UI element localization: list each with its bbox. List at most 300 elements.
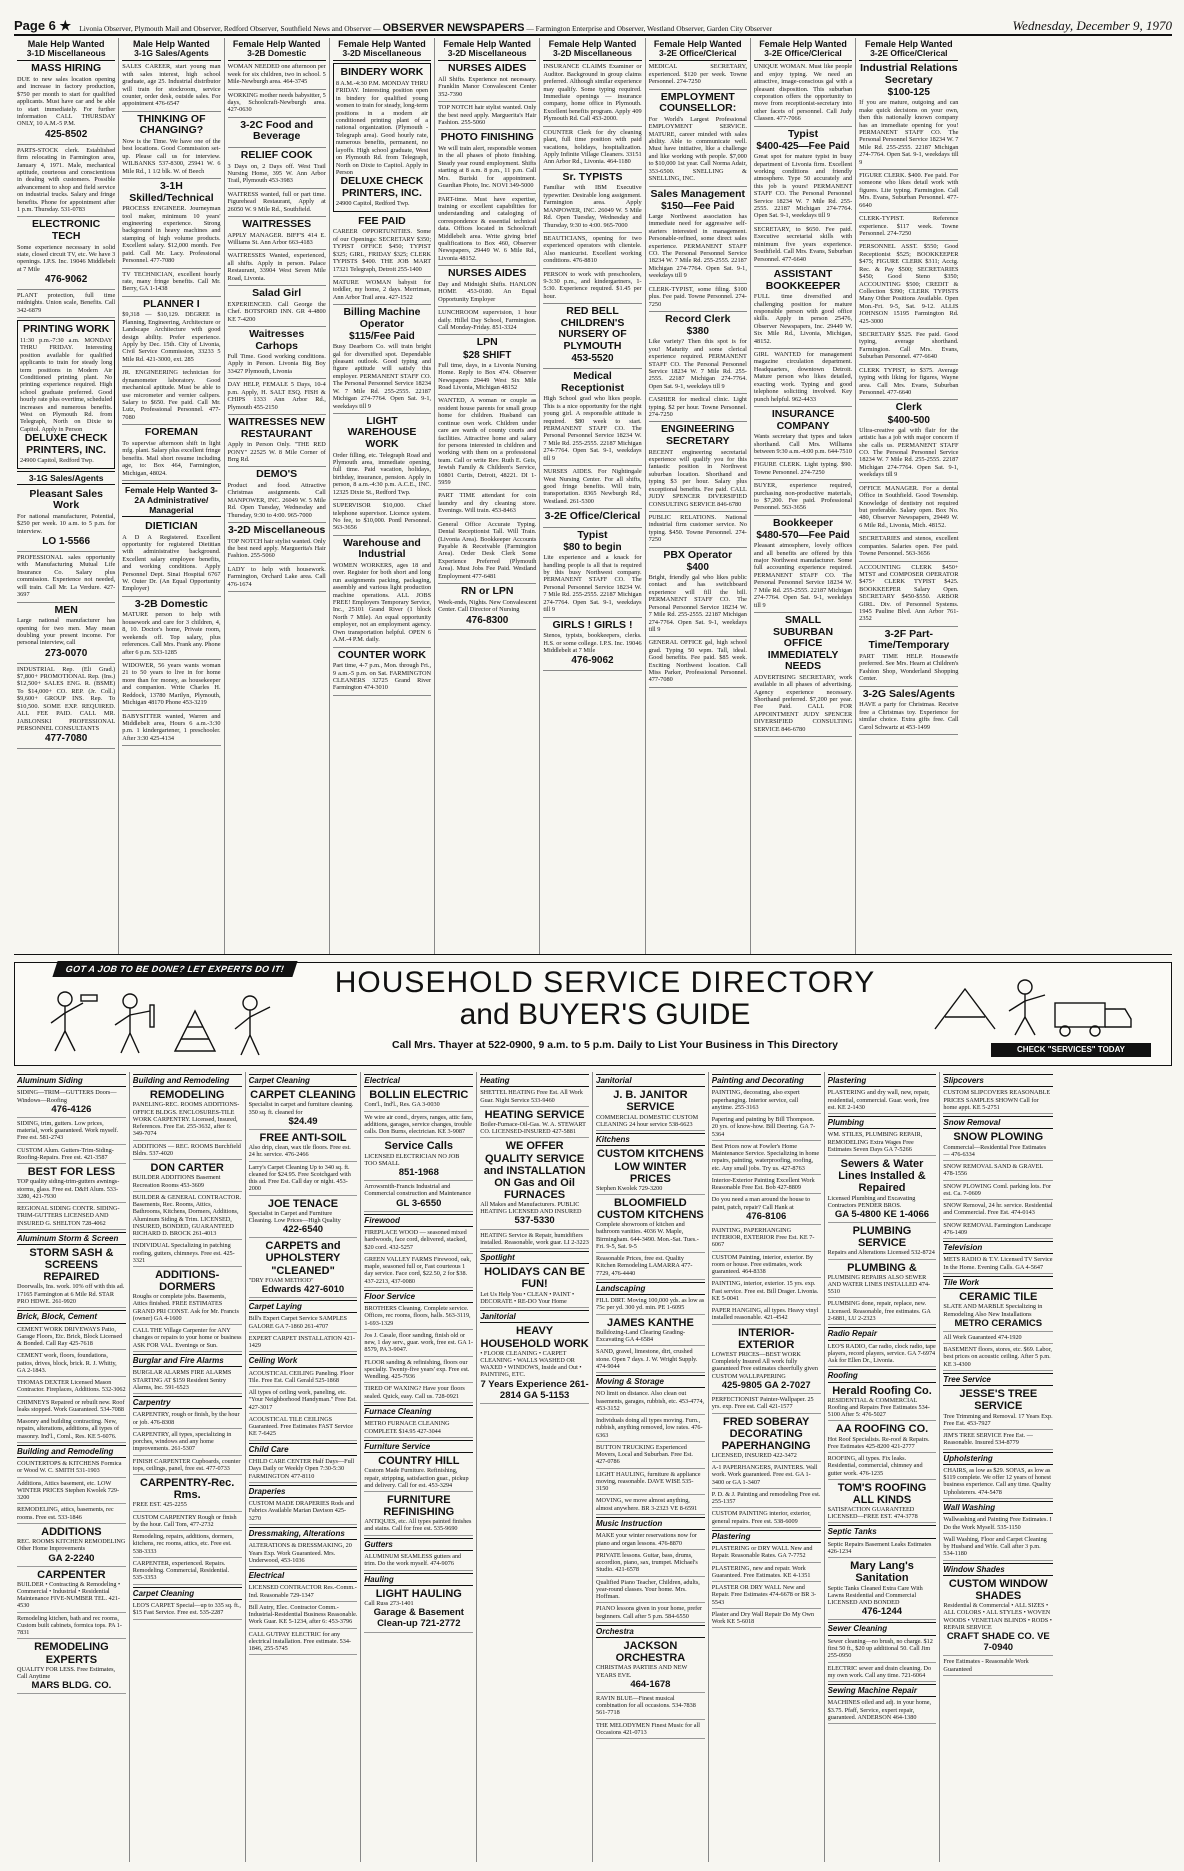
ad-title: Salad Girl <box>252 287 302 300</box>
classified-ad <box>543 269 641 305</box>
ad-body: JR. ENGINEERING technician for dynamometer laboratory. Good mechanical aptitude. Must be able to use micrometer and vernier calipers. Salary to $650. Fee paid. Call Mr. Lutz, Professional Personnel. 477-7080 <box>122 369 221 421</box>
ad-title: Industrial Relations Secretary <box>860 62 958 86</box>
classified-column <box>540 38 645 954</box>
listing-details: SHETTEL HEATING Free Est. All Work Guar. Night Service 533-9460 <box>480 1089 583 1104</box>
ad-body: Large Northwest association has immediate need for aggressive self-starters interested in management. Personable-refined, some direct sales experience. PERMANENT STAFF CO. The Personal Personnel Service 18234 W. 7 Mile Rd. 255-2555. 22187 Michigan 274-7764. Open Sat. 9-1, weekdays till 9 <box>648 212 747 280</box>
classified-ad <box>754 267 852 349</box>
ad-body: WORKING mother needs babysitter, 5 days, Schoolcraft-Newburgh area. 427-0630 <box>227 91 326 114</box>
ad-body: EXPERIENCED. Call George the Chef. BOTSFORD INN. GR 4-4800 KE 7-4200 <box>227 300 326 323</box>
directory-listing <box>712 1175 821 1195</box>
directory-listing <box>596 1495 705 1515</box>
ad-body: RECENT engineering secretarial experience will qualify you for this fantastic position in Northwest suburban location. Shorthand and typing $3 per hour. Salary plus exceptional benefits. Fee paid. CALL JUDY SPENCER DIVERSIFIED CONSULTING SERVICE 846-6780 <box>648 448 747 508</box>
ad-title: ENGINEERING SECRETARY <box>661 423 735 448</box>
ad-body: Stenos, typists, bookkeepers, clerks. H.S. or some college. I.P.S. Inc. 19046 Middlebelt at 7 Mile <box>543 632 642 654</box>
directory-listing <box>828 1558 937 1620</box>
listing-name: CARPET CLEANING <box>250 1089 356 1102</box>
listing-details: SNOW Removal, 24 hr. service. Residential and Commercial. Free Est. 474-0143 <box>943 1202 1053 1217</box>
ad-title: Typist <box>577 528 608 541</box>
classified-ad <box>754 613 852 737</box>
classified-ad <box>754 480 852 516</box>
listing-details: Do you need a man around the house to paint, patch, repair? Call Hank at <box>711 1196 811 1211</box>
ad-title: INSURANCE COMPANY <box>771 407 835 432</box>
ad-body: We will train alert, responsible women in the all phases of photo finishing. Steady year round employment. Shifts starting at 8 a.m. 8 p.m., 11 p.m. Call Mrs. Buriski for appointment. Guardian Photo, Inc. NOVI 349-5000 <box>438 144 537 190</box>
classified-ad <box>543 369 641 466</box>
directory-listing <box>480 1087 589 1107</box>
directory-listing <box>17 1567 126 1613</box>
classified-ad <box>122 711 220 747</box>
listing-details: MOVING, we move almost anything, almost anywhere. BR 3-2323 VE 8-6591 <box>596 1497 698 1512</box>
listing-phone: CRAFT SHADE CO. VE 7-0940 <box>946 1631 1050 1654</box>
classified-ad <box>438 307 536 335</box>
ad-body: Great spot for mature typist in busy department of Livonia firm. Excellent working conditions and friendly atmosphere. Type 50 accurately and this job is yours! PERMANENT STAFF CO. The Personal Personnel Service 18234 W. 7 Mile Rd. 255-2555. 22187 Michigan 274-7764. Open Sat. 9-1, weekdays till 9 <box>753 153 853 220</box>
listing-details: Com'l., Ind'l., Res. GA 3-0030 <box>364 1101 440 1109</box>
listing-name: Sewers & Water Lines Installed & Repaired <box>838 1158 926 1195</box>
listing-details: Let Us Help You • CLEAN • PAINT • DECORATE • RE-DO Your Home <box>480 1290 575 1305</box>
ad-body: All Shifts. Experience not necessary. Franklin Manor Convalescent Center 352-7390 <box>438 75 537 98</box>
classified-ad <box>859 627 958 687</box>
listing-details: PAPER HANGING, all types. Heavy vinyl installed reasonable. 421-4542 <box>711 1307 819 1322</box>
listing-details: INDIVIDUAL Specializing in patching roofing, gutters, chimneys. Free est. 425-3321 <box>132 1242 235 1264</box>
classified-ad <box>649 187 747 284</box>
directory-column <box>593 1072 709 1862</box>
classified-ad <box>17 552 115 603</box>
ad-body: PART TIME attendant for coin laundry and dry cleaning store. Evenings. Will train. 453-8463 <box>438 492 537 515</box>
directory-listing <box>943 1430 1053 1450</box>
ad-body: Pleasant atmosphere, lovely offices and all benefits are offered by this major Northwest manufacturer. Some full accounting experience required. PERMANENT STAFF CO. The Personal Personnel Service 18234 W. 7 Mile Rd. 255-2555. 22187 Michigan 274-7764. Open Sat. 9-1, weekdays till 9 <box>753 542 853 609</box>
ad-title: PBX Operator <box>663 548 733 561</box>
ad-body: 8 A.M.-4:30 P.M. MONDAY THRU FRIDAY. Interesting position open in bindery for qualified young women to train for steady, long-term positions in a modern air conditioned printing plant of a national organization. (Plymouth - Telegraph area). Good hourly rate, numerous benefits, permanent, no layoffs. High school graduate, West on Plymouth Rd. from Telegraph, North on Dixie to Capitol. Apply in Person <box>335 79 429 176</box>
ad-title: 3-2B Domestic <box>134 597 208 610</box>
listing-name: AA ROOFING CO. <box>835 1423 929 1436</box>
ad-title: MASS HIRING <box>31 62 102 75</box>
directory-listing <box>943 1129 1053 1161</box>
directory-contact-line: Call Mrs. Thayer at 522-0900, 9 a.m. to 5 p.m. Daily to List Your Business in This Directory <box>391 1039 838 1051</box>
listing-details: PANELING-REC. ROOMS ADDITIONS-OFFICE BLDGS. ENCLOSURES-TILE WORK CARPENTRY. Licensed, Insured, References. Free Est. 255-3632, after 6: 349-7074 <box>132 1101 240 1138</box>
ad-title: LIGHT WAREHOUSE WORK <box>347 414 417 451</box>
listing-details: BASEMENT floors, stores, etc. $69. Labor, best prices on acoustic ceiling. After 5 p.m. KE 3-4300 <box>943 1346 1052 1368</box>
classified-ad <box>228 564 326 592</box>
directory-category: Draperies <box>249 1485 358 1498</box>
directory-listing <box>480 1264 589 1308</box>
directory-listing <box>828 1341 937 1368</box>
classified-ad <box>859 213 958 241</box>
ad-title: GIRLS ! GIRLS ! <box>552 618 633 631</box>
ad-title: ASSISTANT BOOKKEEPER <box>765 267 841 292</box>
listing-details: Remodeling kitchen, bath and rec rooms, Custom built cabinets, formica tops. PA 1-7831 <box>17 1614 122 1637</box>
directory-listing <box>596 1295 705 1315</box>
listing-name: J. B. JANITOR SERVICE <box>613 1089 688 1114</box>
ad-body: OFFICE MANAGER. For a dental Office in Southfield. Good Township. Knowledge of dentistry not required but preferable. Salary open. Box No. 480, Observer Newspapers, 29449 W. 6 Mile Rd., Livonia, Mich. 48152. <box>859 484 959 529</box>
directory-subtitle: and BUYER'S GUIDE <box>459 998 751 1031</box>
classified-ad <box>228 118 326 148</box>
listing-details: LIGHT HAULING, furniture & appliance moving, reasonable. DAVE WISE 535-3150 <box>596 1470 701 1493</box>
directory-category: Sewing Machine Repair <box>828 1684 937 1697</box>
column-header-line: Female Help Wanted <box>653 39 742 49</box>
listing-phone: 476-4126 <box>51 1103 92 1115</box>
classified-ad <box>122 660 220 711</box>
classified-ad <box>649 90 747 187</box>
directory-listing <box>133 1087 242 1140</box>
listing-name: HEATING SERVICE <box>484 1108 585 1121</box>
classified-column <box>330 38 435 954</box>
directory-listing <box>828 1087 937 1114</box>
listing-details: CUSTOM Alum. Gutters-Trim-Siding-Roofing-Repairs. Free est. 421-3587 <box>17 1146 114 1161</box>
ad-body: HAVE a party for Christmas. Receive free a Christmas toy. Experience for similar choice. Extra gifts free. Call Carol Schwartz at 453-1499 <box>859 701 959 731</box>
listing-name: FREE ANTI-SOIL <box>259 1132 347 1145</box>
column-header-line: 3-2D Miscellaneous <box>447 48 527 59</box>
directory-category: Firewood <box>364 1214 473 1227</box>
classified-column <box>751 38 856 954</box>
listing-details: PLASTERING or DRY WALL New and Repair. Reasonable Rates. GA 7-7752 <box>711 1545 813 1560</box>
classified-ad <box>17 145 115 218</box>
directory-category: Plastering <box>712 1530 821 1543</box>
directory-listing <box>17 1087 126 1118</box>
listing-details: Custom Made Furniture. Refinishing, repair, stripping, satisfaction guar., pickup and delivery. Call for est. 453-3294 <box>364 1467 469 1489</box>
listing-phone: 476-1244 <box>861 1606 903 1618</box>
directory-category: Hauling <box>364 1573 473 1586</box>
column-header-line: 3-1G Sales/Agents <box>134 48 209 59</box>
ad-title: FEE PAID <box>358 214 406 227</box>
listing-details: Roughs or complete jobs. Basements, Attics finished. FREE ESTIMATES GRAND PRI CONST. Ask for Mr. Francis (owner) GA 4-1600 <box>132 1293 239 1322</box>
ad-body: ACCOUNTING CLERK $450+ MTST and COMPOSER OPERATOR $475+ CLERK TYPIST $425. BOOKKEEPER Salary Open. SECRETARY $450-$550. ARBOR GIRL. Div. of Personnel Systems. 1945 Pauline Blvd. Ann Arbor 761-2352 <box>859 563 959 623</box>
ad-title: 3-2C Food and Beverage <box>240 118 314 143</box>
ad-title: LPN <box>476 336 498 349</box>
directory-category: Furnace Cleaning <box>364 1405 473 1418</box>
listing-phone: 425-9805 GA 2-7027 <box>721 1379 811 1391</box>
listing-details: SIDING—TRIM—GUTTERS Doors—Windows—Roofing <box>17 1089 117 1104</box>
listing-details: CHAIRS, as low as $29. SOFAS, as low as $119 complete. We offer 12 years of honest business experience. Call any time. Quality Upholsterers. 474-5478 <box>943 1466 1052 1496</box>
banner-strip: GOT A JOB TO BE DONE? LET EXPERTS DO IT! <box>52 961 297 977</box>
listing-name: CARPENTRY-Rec. Rms. <box>140 1477 235 1502</box>
directory-listing <box>828 1453 937 1480</box>
listing-details: METRO FURNACE CLEANING COMPLETE $14.95 427-3044 <box>364 1420 450 1435</box>
listing-details: Stephen Kwolek 729-3200 <box>596 1184 663 1192</box>
column-header <box>333 38 431 61</box>
listing-details: CARPENTRY, rough or finish, by the hour or job. 476-8308 <box>132 1411 240 1426</box>
classified-ad <box>333 414 431 500</box>
ad-body: If you are mature, outgoing and can make quick decisions on your own, then this nationally known company has an immediate opening for you! PERMANENT STAFF CO. The Personal Personnel Service 18234 W. 7 Mile Rd. 255-2555. 22187 Michigan 274-7764. Open Sat. 9-1, weekdays till 9 <box>859 99 959 166</box>
directory-category: Television <box>943 1241 1053 1254</box>
listing-name: LIGHT HAULING <box>375 1587 462 1600</box>
listing-name: HEAVY HOUSEHOLD WORK <box>480 1325 589 1350</box>
directory-listing <box>828 1697 937 1724</box>
directory-category: Tree Service <box>943 1373 1053 1386</box>
ad-title: 3-1H Skilled/Technical <box>129 180 214 204</box>
directory-listing <box>17 1478 126 1505</box>
ad-title: THINKING OF CHANGING? <box>137 112 206 137</box>
ad-title: 3-2G Sales/Agents <box>862 687 955 700</box>
ad-body: PART-time. Must have expertise, training or excellent capabilities for understanding and cataloging of correspondence & essential technical data. Offices located in Schoolcraft Middlebelt area. Write giving brief qualifications to Box 460, Observer Newspapers, 29449 W. 6 Mile Rd., Livonia 48152. <box>438 195 537 262</box>
ad-title: Typist <box>787 127 819 140</box>
directory-listing <box>364 1492 473 1536</box>
classified-column <box>119 38 224 954</box>
directory-listing <box>828 1480 937 1524</box>
classified-ad <box>543 304 641 369</box>
ad-phone: LO 1-5566 <box>42 536 91 548</box>
classified-ad <box>438 130 536 193</box>
directory-listing <box>17 1245 126 1308</box>
directory-listing <box>133 1192 242 1241</box>
ad-body: DUE to new sales location opening and increase in factory production, $750 per month to start for qualified applicants. Must have car and be able to start immediately. For further information CALL THURSDAY ONLY, 10 A.M.-5 P.M. <box>17 75 116 128</box>
ad-phone: 476-9062 <box>571 655 614 667</box>
household-service-directory <box>14 1072 1172 1862</box>
listing-details: Hot Roof Specialists. Re-roof & Repairs. Free Estimates 425-8200 421-2777 <box>827 1435 930 1450</box>
classified-ad <box>333 63 431 212</box>
classified-ad <box>859 365 958 401</box>
directory-category: Carpet Laying <box>249 1300 358 1313</box>
classified-ad <box>333 277 431 305</box>
directory-category: Building and Remodeling <box>133 1074 242 1087</box>
listing-details: REMODELING, attics, basements, rec rooms. Free est. 533-1846 <box>17 1506 114 1521</box>
listing-details: ALTERATIONS & DRESSMAKING, 20 Years Exp. Work Guaranteed. Mrs. Underwood, 453-1036 <box>248 1542 352 1564</box>
listing-details: JIM'S TREE SERVICE Free Est. — Reasonable. Insured 534-8779 <box>943 1432 1033 1447</box>
ad-company: DELUXE CHECK PRINTERS, INC. <box>340 175 424 199</box>
directory-listing <box>943 1534 1053 1561</box>
classified-ad <box>649 394 747 422</box>
column-header <box>543 38 641 61</box>
classified-ad <box>333 536 431 648</box>
listing-details: Bulldozing-Land Clearing Grading-Excavating GA 4-6584 <box>596 1328 686 1344</box>
listing-details: ALUMINUM SEAMLESS gutters and trim. Do the work myself. 474-9076 <box>364 1553 462 1568</box>
classified-ad <box>438 584 536 630</box>
directory-listing <box>943 1181 1053 1201</box>
ad-body: WAITRESSES Wanted, experienced, all shifts. Apply in person. Palace Restaurant, 33904 West Seven Mile Road, Livonia. <box>227 252 326 282</box>
column-header-line: Female Help Wanted <box>548 39 637 49</box>
ad-body: Week-ends, Nights. New Convalescent Center. Call Director of Nursing <box>438 598 537 614</box>
ad-salary: $400 <box>686 562 709 574</box>
directory-listing <box>712 1305 821 1325</box>
directory-category: Carpet Cleaning <box>249 1074 358 1087</box>
directory-listing <box>712 1252 821 1279</box>
classified-ad <box>438 395 536 490</box>
listing-name: JOE TENACE <box>267 1197 339 1210</box>
ad-body: General Office Accurate Typing. Dental Receptionist Tall. Will Train. (Livonia Area). Bookkeeper Accounts Payable & Receivable (Farmington Area). Order Desk Clerk Some Experience Preferred (Plymouth Area). Must Jobs Fee Paid. Westland Employment 477-6481 <box>438 520 537 580</box>
classified-ad <box>859 483 958 534</box>
ad-body: PUBLIC RELATIONS. National industrial firm customer service. No typing. $450. Towne Personnel. 274-7250 <box>648 513 747 544</box>
listing-details: ANTIQUES, etc. All types painted finishes and stains. Call for free est. 535-9690 <box>364 1518 472 1533</box>
classified-ad <box>859 61 958 170</box>
ad-body: 11:30 p.m.-7:30 a.m. MONDAY THRU FRIDAY. Interesting position available for qualified applicants to train for steady long term positions in Modern Air Conditioned printing plant. No printing experience required. High school graduate preferred. Good hourly rate plus overtime, scheduled increases and numerous benefits. West on Plymouth Rd. from Telegraph, North on Dixie to Capitol. Apply in Person <box>20 336 113 433</box>
directory-category: Dressmaking, Alterations <box>249 1527 358 1540</box>
listing-details: FINISH CARPENTER Cupboards, counter tops, ceilings, panel, free est. 477-0733 <box>132 1457 241 1472</box>
listing-details: CARPENTER, experienced. Repairs. Remodeling. Commercial, Residential. 535-3353 <box>132 1559 230 1582</box>
directory-listing <box>480 1323 589 1403</box>
directory-listing <box>943 1289 1053 1332</box>
listing-details: PAINTING, interior, exterior. 15 yrs. exp. Fast service. Free est. Bill Drager. Livonia. KE 5-0041 <box>711 1280 819 1302</box>
directory-category: Window Shades <box>943 1563 1053 1576</box>
directory-listing <box>17 1524 126 1567</box>
ad-body: INSURANCE CLAIMS Examiner or Auditor. Background in group claims preferred. Although similar experience may qualify. Some typing required. Immediate openings — insurance company, home office in Plymouth. Excellent benefits program. Apply 409 Plymouth Rd. Call 453-2000. <box>543 63 642 123</box>
classified-ad <box>228 217 326 250</box>
listing-details: CALL GUTPAY ELECTRIC for any electrical installation. Free estimate. 534-1846, 255-5745 <box>248 1630 351 1653</box>
directory-category: Orchestra <box>596 1625 705 1638</box>
directory-listing <box>249 1387 358 1414</box>
ad-body: UNIQUE WOMAN. Must like people and enjoy typing. We need an attractive, image-conscious gal with a pleasant disposition. This suburban corporation offers the opportunity to move from receptionist-secretary into other facets of personnel. Call Judy Classen. 477-7066 <box>753 63 853 123</box>
ad-title: Record Clerk <box>665 312 731 325</box>
ad-body: SECRETARIES and stenos, excellent companies. Salaries open. Fee paid. Towne Personnel. 563-3656 <box>859 535 959 558</box>
listing-details: THOMAS DEXTER Licensed Mason Contractor. Fireplaces, Additions. 532-3062 <box>17 1379 126 1394</box>
listing-details: A-1 PAPERHANGERS, PAINTERS. Wall work. Work guaranteed. Free est. GA 1-3400 or GA 1-3407 <box>711 1464 818 1486</box>
classified-ad <box>122 367 220 425</box>
listing-details: LEO'S CARPET Special—up to 335 sq. ft., $15 Fast Service. Free est. 535-2287 <box>132 1602 241 1617</box>
listing-name: TOM'S ROOFING ALL KINDS <box>837 1481 927 1506</box>
directory-listing <box>17 1145 126 1165</box>
classified-ad <box>438 194 536 267</box>
ad-title: Waitresses Carhops <box>249 327 305 352</box>
listing-details: Individuals doing all types moving. Furn., rubbish, anything removed, low rates. 476-6363 <box>596 1417 703 1439</box>
directory-listing <box>364 1181 473 1212</box>
section-subheader: Female Help Wanted 3-2A Administrative/ Managerial <box>122 483 220 517</box>
directory-listing <box>17 1458 126 1478</box>
listing-phone: 851-1968 <box>398 1167 439 1179</box>
listing-details: REGIONAL SIDING CONTR. SIDING-TRIM-GUTTERS LICENSED AND INSURED G. SHELTON 728-4062 <box>17 1205 120 1227</box>
classified-ad <box>228 379 326 415</box>
classified-ad <box>754 407 852 459</box>
publication-list-pre: Livonia Observer, Plymouth Mail and Observer, Redford Observer, Southfield News and Observer — <box>79 24 381 33</box>
listing-name: Herald Roofing Co. <box>832 1384 932 1397</box>
listing-details: ACOUSTICAL TILE CEILINGS Guaranteed. Free Estimates FAST Service KE 7-6425 <box>248 1415 354 1438</box>
directory-listing <box>364 1303 473 1330</box>
ad-body: PERSON to work with preschoolers, 9-3:30 p.m., and kindergartners, 1-5:30. Experience required. $1.45 per hour. <box>543 270 642 300</box>
listing-details: Specialist in Carpet and Furniture Cleaning. Low Prices—High Quality <box>248 1209 341 1224</box>
directory-category: Building and Remodeling <box>17 1445 126 1458</box>
ad-body: MEDICAL SECRETARY, experienced. $120 per week. Towne Personnel. 274-7250 <box>648 63 747 86</box>
directory-listing <box>17 1613 126 1640</box>
listing-details: COUNTERTOPS & KITCHENS Formica or Wood W. C. SMITH 531-1903 <box>17 1460 122 1475</box>
listing-details: Remodeling, repairs, additions, dormers, kitchens, rec rooms, attics, etc. Free est. 538-3333 <box>132 1533 234 1555</box>
listing-name: CERAMIC TILE <box>959 1291 1038 1304</box>
classified-ad <box>649 422 747 511</box>
directory-listing <box>17 1639 126 1694</box>
directory-listing <box>828 1421 937 1453</box>
listing-name: CUSTOM WINDOW SHADES <box>948 1577 1048 1602</box>
classified-ad <box>543 528 641 618</box>
listing-name: JAMES KANTHE <box>607 1316 694 1329</box>
listing-phone: 476-8106 <box>746 1210 787 1222</box>
ad-body: Order filling, etc. Telegraph Road and Plymouth area, immediate opening, full time. Paid vacation, holidays, birthday, insurance, pension. Apply in person, 8 a.m.-4:30 p.m. A.C.E., INC. 12325 Dixie St., Redford Twp. <box>332 451 432 496</box>
classified-ad <box>17 487 115 552</box>
directory-listing <box>596 1253 705 1280</box>
directory-listing <box>596 1087 705 1131</box>
issue-date: Wednesday, December 9, 1970 <box>1012 18 1172 33</box>
directory-listing <box>133 1512 242 1532</box>
listing-details: LICENSED ELECTRICIAN NO JOB TOO SMALL <box>364 1152 460 1167</box>
ad-body: Ultra-creative gal with flair for the artistic has a job with major concern if she calls us. PERMANENT STAFF CO. The Personal Personnel Service 18234 W. 7 Mile Rd. 255-2555. 22187 Michigan 274-7764. Open Sat. 9-1, weekdays till 9 <box>859 426 959 479</box>
listing-details: CEMENT WORK DRIVEWAYS Patio, Garage Floors, Etc. Brick, Block Licensed & Bonded. Call Ray 425-7618 <box>17 1325 123 1348</box>
check-services-tag: CHECK "SERVICES" TODAY <box>991 1043 1151 1057</box>
directory-listing <box>596 1603 705 1623</box>
directory-listing <box>828 1383 937 1422</box>
listing-details: PLASTERING, new and repair. Work Guaranteed. Free Estimates. KE 4-1351 <box>711 1564 811 1579</box>
publisher-name: OBSERVER NEWSPAPERS <box>382 22 525 34</box>
directory-category: Wall Washing <box>943 1501 1053 1514</box>
directory-listing <box>943 1087 1053 1114</box>
listing-name: JACKSON ORCHESTRA <box>615 1640 686 1665</box>
directory-listing <box>596 1469 705 1496</box>
listing-details: Commercial—Residential Free Estimates — 476-6334 <box>943 1143 1047 1158</box>
ad-body: 3 Days on, 2 Days off. West Trail Nursing Home, 395 W. Ann Arbor Trail, Plymouth 453-3983 <box>227 162 326 185</box>
directory-listing <box>249 1368 358 1388</box>
directory-listing <box>249 1498 358 1525</box>
directory-column <box>130 1072 246 1862</box>
directory-listing <box>133 1267 242 1325</box>
section-subheader: 3-1G Sales/Agents <box>17 471 115 485</box>
listing-details: Call Russ 273-1401 <box>364 1600 414 1608</box>
directory-listing <box>249 1087 358 1130</box>
listing-details: BUILDER & GENERAL CONTRACTOR. Basements, Rec. Rooms, Attics, Bathrooms, Kitchens, Dormers, Additions, Aluminum Siding & Trim. LICENSED, INSURED, BONDED, GUARANTEED RICHARD D. BROCK 261-4013 <box>132 1193 242 1238</box>
classified-ad <box>228 189 326 217</box>
ad-body: APPLY MANAGER. BIFF'S 414 E. Williams St. Ann Arbor 663-4183 <box>227 231 326 247</box>
ad-title: EMPLOYMENT COUNSELLOR: <box>659 90 737 115</box>
column-header-line: Female Help Wanted <box>759 39 847 49</box>
ad-title: Sales Management <box>650 187 746 200</box>
column-header-line: 3-2D Miscellaneous <box>342 48 422 59</box>
classified-ad <box>438 266 536 307</box>
directory-listing <box>364 1330 473 1357</box>
listing-name: BOLLIN ELECTRIC <box>369 1089 469 1102</box>
classified-ad <box>17 290 115 318</box>
classified-ad <box>228 148 326 189</box>
ad-body: WANTED, A woman or couple as resident house parents for small group home for children. Husband can continue own work. Children under care are wards of county courts and facilities. Attractive home and salary for persons interested in children and working with them on a professional team. Call or write Rev. Ruth E. Geis, Jewish Family & Children's Service, 10801 Curtis, Detroit, 48221. DI 1-5959 <box>438 397 537 487</box>
classified-ad <box>859 170 958 213</box>
directory-category: Music Instruction <box>596 1517 705 1530</box>
directory-listing <box>364 1357 473 1384</box>
directory-listing <box>943 1656 1053 1676</box>
listing-name: REMODELING <box>149 1089 225 1102</box>
classified-ad <box>859 533 958 561</box>
directory-listing <box>943 1344 1053 1371</box>
ad-title: NURSES AIDES <box>448 267 527 280</box>
listing-details: ROOFING, all types. Fix leaks. Residential, commercial, chimney and gutter work. 476-1235 <box>827 1455 923 1477</box>
classified-ad <box>754 349 852 407</box>
ad-title: WAITRESSES NEW RESTAURANT <box>228 416 325 440</box>
listing-details: P. D. & J. Painting and remodeling Free est. 255-1357 <box>711 1490 821 1506</box>
directory-listing <box>596 1388 705 1415</box>
listing-details: Reasonable Prices, free est. Quality Kitchen Remodeling LAMARRA 477-7729, 476-4440 <box>596 1255 693 1277</box>
ad-body: High School grad who likes people. This is a nice opportunity for the right young girl. A responsible attitude is required. $80 week to start. PERMANENT STAFF CO. The Personal Personnel Service 18234 W. 7 Mile Rd. 255-2555. 22187 Michigan 274-7764. Open Sat. 9-1, weekdays till 9 <box>543 395 642 462</box>
listing-details: SLATE AND MARBLE Specializing in Remodeling Also New Installations <box>943 1303 1043 1318</box>
classified-ad <box>122 112 220 179</box>
ad-salary: $100-125 <box>887 87 930 99</box>
classified-column <box>646 38 751 954</box>
ad-body: For World's Largest Professional EMPLOYMENT SERVICE. MATURE, career minded with sales ability. Able to communicate well. Must have initiative, like a challenge and like working with people. $7,000 to $10,000 1st year. Call Norma Adair, 353-6500. SNELLING & SNELLING, INC. <box>648 115 747 183</box>
directory-listing <box>828 1663 937 1683</box>
directory-column <box>361 1072 477 1862</box>
listing-details: Specialist in carpet and furniture cleaning. 350 sq. ft. cleaned for <box>248 1101 354 1116</box>
ad-body: BEAUTICIANS, opening for two experienced operators with clientele. Also manicurist. Excellent working conditions. 476-8810 <box>543 234 642 265</box>
ad-body: SECRETARY $525. Fee paid. Good typing, average shorthand. Farmington. Call Mrs. Evans, Suburban Personnel. 477-6640 <box>859 331 959 361</box>
directory-listing <box>712 1489 821 1509</box>
ad-phone: 273-0070 <box>45 647 88 659</box>
directory-listing <box>249 1196 358 1239</box>
directory-listing <box>828 1298 937 1325</box>
directory-listing <box>133 1240 242 1267</box>
classified-ad <box>438 335 536 395</box>
ad-body: PROCESS ENGINEER. Journeyman tool maker, minimum 10 years' engineering experience. Strong background in heavy machines and stamping of high volume products. Excellent salary. $12,000 month. Fee paid. Call Mr. Lacy. Professional Personnel. 477-7080 <box>122 205 221 265</box>
ad-body: Day and Midnight Shifts. HANLON HOME 453-0180. An Equal Opportunity Employer <box>438 280 537 303</box>
listing-details: We wire air cond., dryers, ranges, attic fans, additions, garages, service changes, trouble calls. Don Burns, electrician. KE 3-9087 <box>364 1113 474 1136</box>
ad-body: BABYSITTER wanted, Warren and Middlebelt area, Hours 6 a.m.-3:30 p.m. 1 kindergartener, 1 preschooler. After 3:30 425-4134 <box>122 712 221 742</box>
listing-details: Interior-Exterior Painting Excellent Work Reasonable Free Est. Bob 427-8809 <box>711 1176 815 1192</box>
ad-salary: $150—Fee Paid <box>661 201 735 213</box>
classified-ad <box>543 233 641 269</box>
directory-category: Janitorial <box>596 1074 705 1087</box>
ad-title: WAITRESSES <box>242 218 312 231</box>
classified-ad <box>228 327 326 379</box>
directory-listing <box>596 1693 705 1720</box>
ad-body: LUNCHROOM supervision, 1 hour daily. Hillel Day School, Farmington. Call Monday-Friday. 851-3324 <box>438 309 537 331</box>
listing-name: DON CARTER <box>150 1162 224 1175</box>
